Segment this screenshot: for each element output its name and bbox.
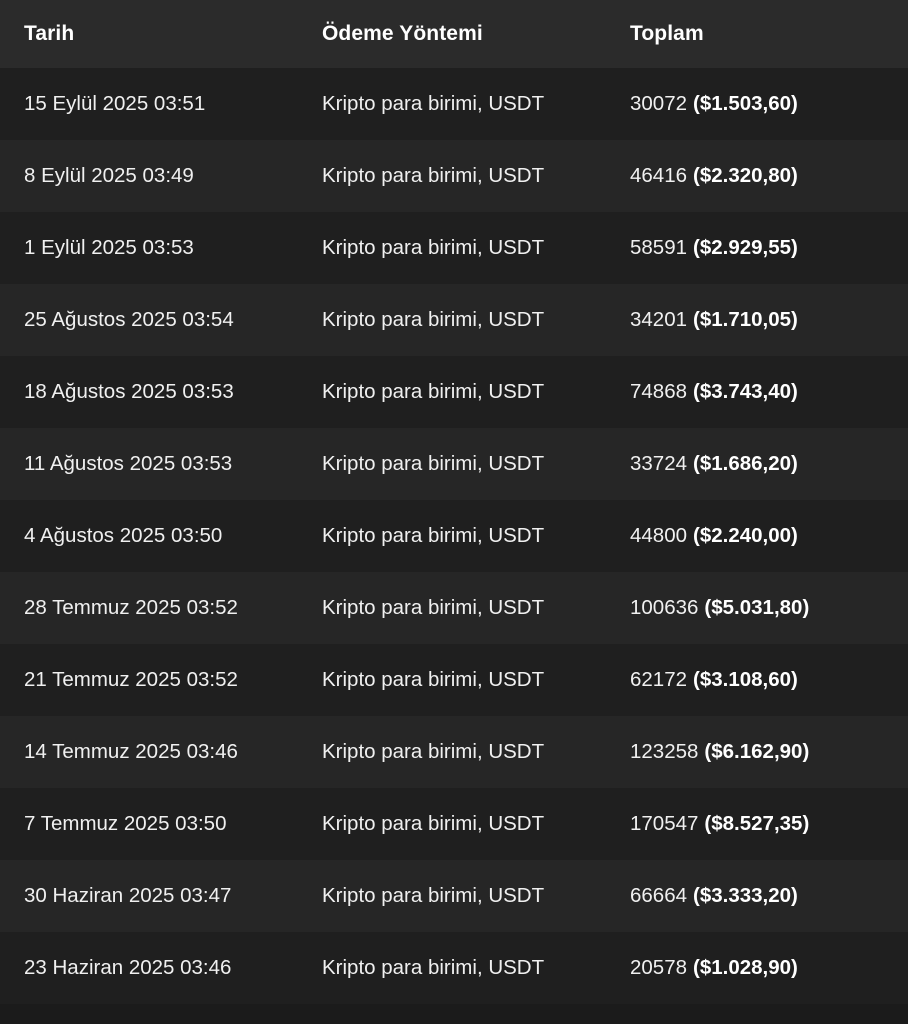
cell-date: 8 Eylül 2025 03:49 — [0, 140, 310, 212]
cell-payment-method: Kripto para birimi, USDT — [310, 788, 622, 860]
table-header-row — [0, 0, 908, 68]
amount-usd: ($8.527,35) — [704, 812, 810, 835]
amount-native: 62172 — [630, 668, 688, 691]
cell-date: 21 Temmuz 2025 03:52 — [0, 644, 310, 716]
amount-native: 170547 — [630, 812, 699, 835]
cell-date: 11 Ağustos 2025 03:53 — [0, 428, 310, 500]
column-header-date[interactable]: Tarih — [0, 0, 310, 68]
table-row[interactable] — [0, 644, 908, 716]
table-row[interactable] — [0, 932, 908, 1004]
amount-native: 46416 — [630, 164, 688, 187]
cell-payment-method: Kripto para birimi, USDT — [310, 644, 622, 716]
cell-date: 25 Ağustos 2025 03:54 — [0, 284, 310, 356]
cell-total — [622, 644, 908, 716]
amount-native: 33724 — [630, 452, 688, 475]
table-body — [0, 68, 908, 1004]
cell-payment-method: Kripto para birimi, USDT — [310, 932, 622, 1004]
cell-date: 15 Eylül 2025 03:51 — [0, 68, 310, 140]
cell-date: 30 Haziran 2025 03:47 — [0, 860, 310, 932]
cell-payment-method: Kripto para birimi, USDT — [310, 428, 622, 500]
amount-native: 44800 — [630, 524, 688, 547]
amount-native: 20578 — [630, 956, 688, 979]
cell-total — [622, 356, 908, 428]
table-row[interactable] — [0, 572, 908, 644]
cell-total — [622, 572, 908, 644]
cell-date: 23 Haziran 2025 03:46 — [0, 932, 310, 1004]
cell-payment-method: Kripto para birimi, USDT — [310, 860, 622, 932]
table-row[interactable] — [0, 716, 908, 788]
amount-usd: ($6.162,90) — [704, 740, 810, 763]
cell-payment-method: Kripto para birimi, USDT — [310, 284, 622, 356]
table-row[interactable] — [0, 284, 908, 356]
cell-payment-method: Kripto para birimi, USDT — [310, 140, 622, 212]
cell-date: 14 Temmuz 2025 03:46 — [0, 716, 310, 788]
table-row[interactable] — [0, 212, 908, 284]
amount-usd: ($2.929,55) — [693, 236, 798, 259]
table-row[interactable] — [0, 500, 908, 572]
amount-usd: ($1.028,90) — [693, 956, 798, 979]
cell-date: 28 Temmuz 2025 03:52 — [0, 572, 310, 644]
cell-payment-method: Kripto para birimi, USDT — [310, 212, 622, 284]
table-row[interactable] — [0, 860, 908, 932]
cell-payment-method: Kripto para birimi, USDT — [310, 572, 622, 644]
table-row[interactable] — [0, 68, 908, 140]
cell-payment-method: Kripto para birimi, USDT — [310, 68, 622, 140]
amount-native: 34201 — [630, 308, 688, 331]
column-header-total[interactable]: Toplam — [622, 0, 908, 68]
cell-total — [622, 788, 908, 860]
cell-date: 1 Eylül 2025 03:53 — [0, 212, 310, 284]
cell-total — [622, 860, 908, 932]
amount-native: 58591 — [630, 236, 688, 259]
cell-date: 18 Ağustos 2025 03:53 — [0, 356, 310, 428]
cell-total — [622, 716, 908, 788]
amount-usd: ($3.108,60) — [693, 668, 798, 691]
table-row[interactable] — [0, 788, 908, 860]
amount-usd: ($2.240,00) — [693, 524, 798, 547]
amount-native: 66664 — [630, 884, 688, 907]
table-header — [0, 0, 908, 68]
amount-usd: ($3.333,20) — [693, 884, 798, 907]
column-header-method[interactable]: Ödeme Yöntemi — [310, 0, 622, 68]
table-row[interactable] — [0, 356, 908, 428]
amount-usd: ($1.503,60) — [693, 92, 798, 115]
cell-total — [622, 140, 908, 212]
table-row[interactable] — [0, 428, 908, 500]
amount-usd: ($1.710,05) — [693, 308, 798, 331]
amount-usd: ($2.320,80) — [693, 164, 798, 187]
amount-usd: ($3.743,40) — [693, 380, 798, 403]
amount-native: 30072 — [630, 92, 688, 115]
cell-total — [622, 284, 908, 356]
cell-total — [622, 500, 908, 572]
cell-total — [622, 428, 908, 500]
table-row[interactable] — [0, 140, 908, 212]
cell-total — [622, 212, 908, 284]
cell-payment-method: Kripto para birimi, USDT — [310, 500, 622, 572]
amount-native: 100636 — [630, 596, 699, 619]
amount-usd: ($1.686,20) — [693, 452, 798, 475]
cell-date: 4 Ağustos 2025 03:50 — [0, 500, 310, 572]
cell-total — [622, 68, 908, 140]
amount-usd: ($5.031,80) — [704, 596, 810, 619]
cell-total — [622, 932, 908, 1004]
amount-native: 123258 — [630, 740, 699, 763]
cell-date: 7 Temmuz 2025 03:50 — [0, 788, 310, 860]
cell-payment-method: Kripto para birimi, USDT — [310, 716, 622, 788]
cell-payment-method: Kripto para birimi, USDT — [310, 356, 622, 428]
amount-native: 74868 — [630, 380, 688, 403]
